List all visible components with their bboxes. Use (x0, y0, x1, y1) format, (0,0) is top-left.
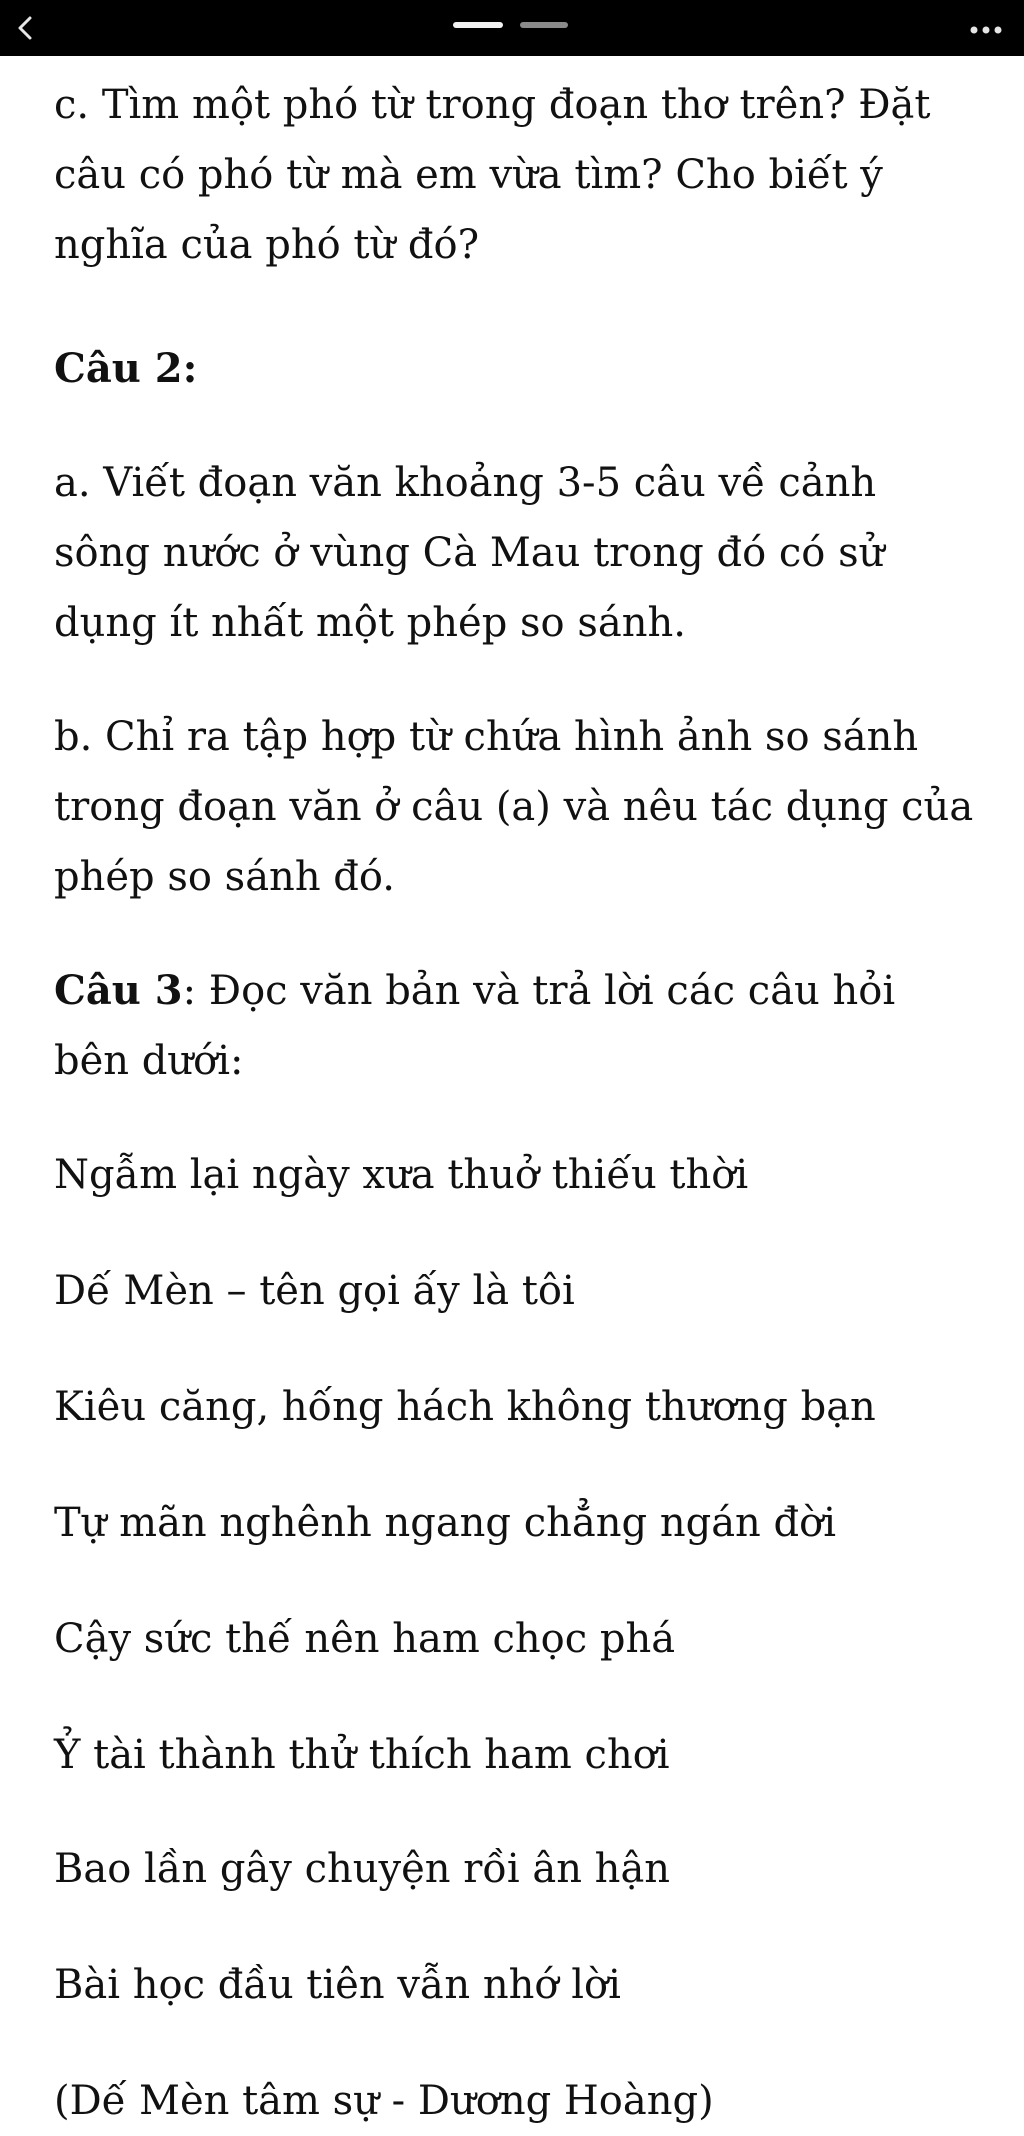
poem-line: Dế Mèn – tên gọi ấy là tôi (54, 1268, 575, 1314)
question1-c-text: c. Tìm một phó từ trong đoạn thơ trên? Đặt câu có phó từ mà em vừa tìm? Cho biết ý nghĩa của phó từ đó? (54, 82, 931, 268)
question2-b-text: b. Chỉ ra tập hợp từ chứa hình ảnh so sánh trong đoạn văn ở câu (a) và nêu tác dụng của phép so sánh đó. (54, 714, 974, 900)
poem-line: Ngẫm lại ngày xưa thuở thiếu thời (54, 1152, 749, 1198)
page-indicator-inactive (520, 22, 568, 28)
poem-line: Bài học đầu tiên vẫn nhớ lời (54, 1962, 621, 2008)
question2-heading-label: Câu 2: (54, 345, 198, 392)
more-dots-icon (964, 10, 1010, 46)
poem-line: Tự mãn nghênh ngang chẳng ngán đời (54, 1500, 837, 1546)
poem-line: Bao lần gây chuyện rồi ân hận (54, 1846, 671, 1892)
poem-line: Cậy sức thế nên ham chọc phá (54, 1616, 676, 1662)
question3-heading: Câu 3 (54, 967, 183, 1014)
question2-a-text: a. Viết đoạn văn khoảng 3-5 câu về cảnh sông nước ở vùng Cà Mau trong đó có sử dụng ít nhất một phép so sánh. (54, 460, 885, 646)
question3-text: : Đọc văn bản và trả lời các câu hỏi bên dưới: (54, 968, 896, 1084)
poem-line: Ỷ tài thành thử thích ham chơi (54, 1732, 670, 1778)
poem-line: Kiêu căng, hống hách không thương bạn (54, 1384, 876, 1430)
back-button[interactable] (8, 6, 52, 50)
document-content (54, 70, 974, 2136)
page-indicator-active (453, 22, 503, 28)
question2-heading (54, 334, 974, 404)
poem-source: (Dế Mèn tâm sự - Dương Hoàng) (54, 2078, 714, 2124)
top-toolbar (0, 0, 1024, 56)
chevron-left-icon (8, 6, 52, 50)
question3-paragraph (54, 956, 974, 1096)
more-button[interactable] (964, 10, 1010, 46)
